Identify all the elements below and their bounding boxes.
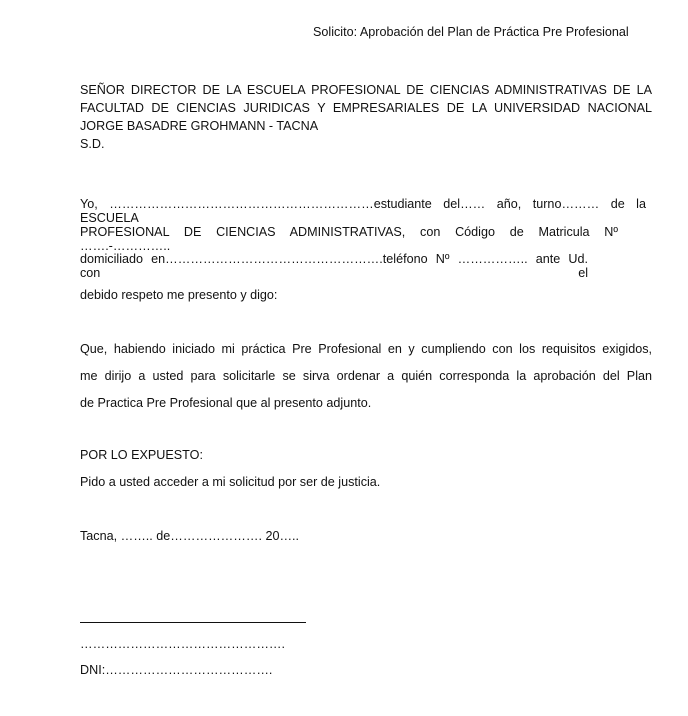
- signature-dni-line: DNI:………………………………….: [80, 663, 273, 677]
- intro-line-4: debido respeto me presento y digo:: [80, 288, 278, 302]
- body-line-3: de Practica Pre Profesional que al presento adjunto.: [80, 396, 372, 410]
- signature-name-line: ………………………………………….: [80, 637, 285, 651]
- subject-line: Solicito: Aprobación del Plan de Práctica Pre Profesional: [313, 25, 629, 39]
- intro-line-1: Yo, ………………………………………………………estudiante del…… año, turno……… de la ESCUELA: [80, 197, 646, 225]
- addressee-line-3: JORGE BASADRE GROHMANN - TACNA: [80, 119, 319, 133]
- addressee-line-1: SEÑOR DIRECTOR DE LA ESCUELA PROFESIONAL DE CIENCIAS ADMINISTRATIVAS DE LA: [80, 83, 652, 97]
- closing-heading: POR LO EXPUESTO:: [80, 448, 203, 462]
- body-line-2: me dirijo a usted para solicitarle se sirva ordenar a quién corresponda la aprobación del Plan: [80, 369, 652, 383]
- closing-request: Pido a usted acceder a mi solicitud por ser de justicia.: [80, 475, 381, 489]
- addressee-line-2: FACULTAD DE CIENCIAS JURIDICAS Y EMPRESARIALES DE LA UNIVERSIDAD NACIONAL: [80, 101, 652, 115]
- signature-rule: [80, 622, 306, 623]
- body-line-1: Que, habiendo iniciado mi práctica Pre Profesional en y cumpliendo con los requisitos exigidos,: [80, 342, 652, 356]
- addressee-salutation: S.D.: [80, 137, 105, 151]
- date-line: Tacna, …….. de…………………. 20…..: [80, 529, 300, 543]
- intro-line-2: PROFESIONAL DE CIENCIAS ADMINISTRATIVAS, con Código de Matricula Nº …….-…………..: [80, 225, 618, 253]
- intro-line-3: domiciliado en…………………………………………….teléfono Nº …………….. ante Ud. con el: [80, 252, 588, 280]
